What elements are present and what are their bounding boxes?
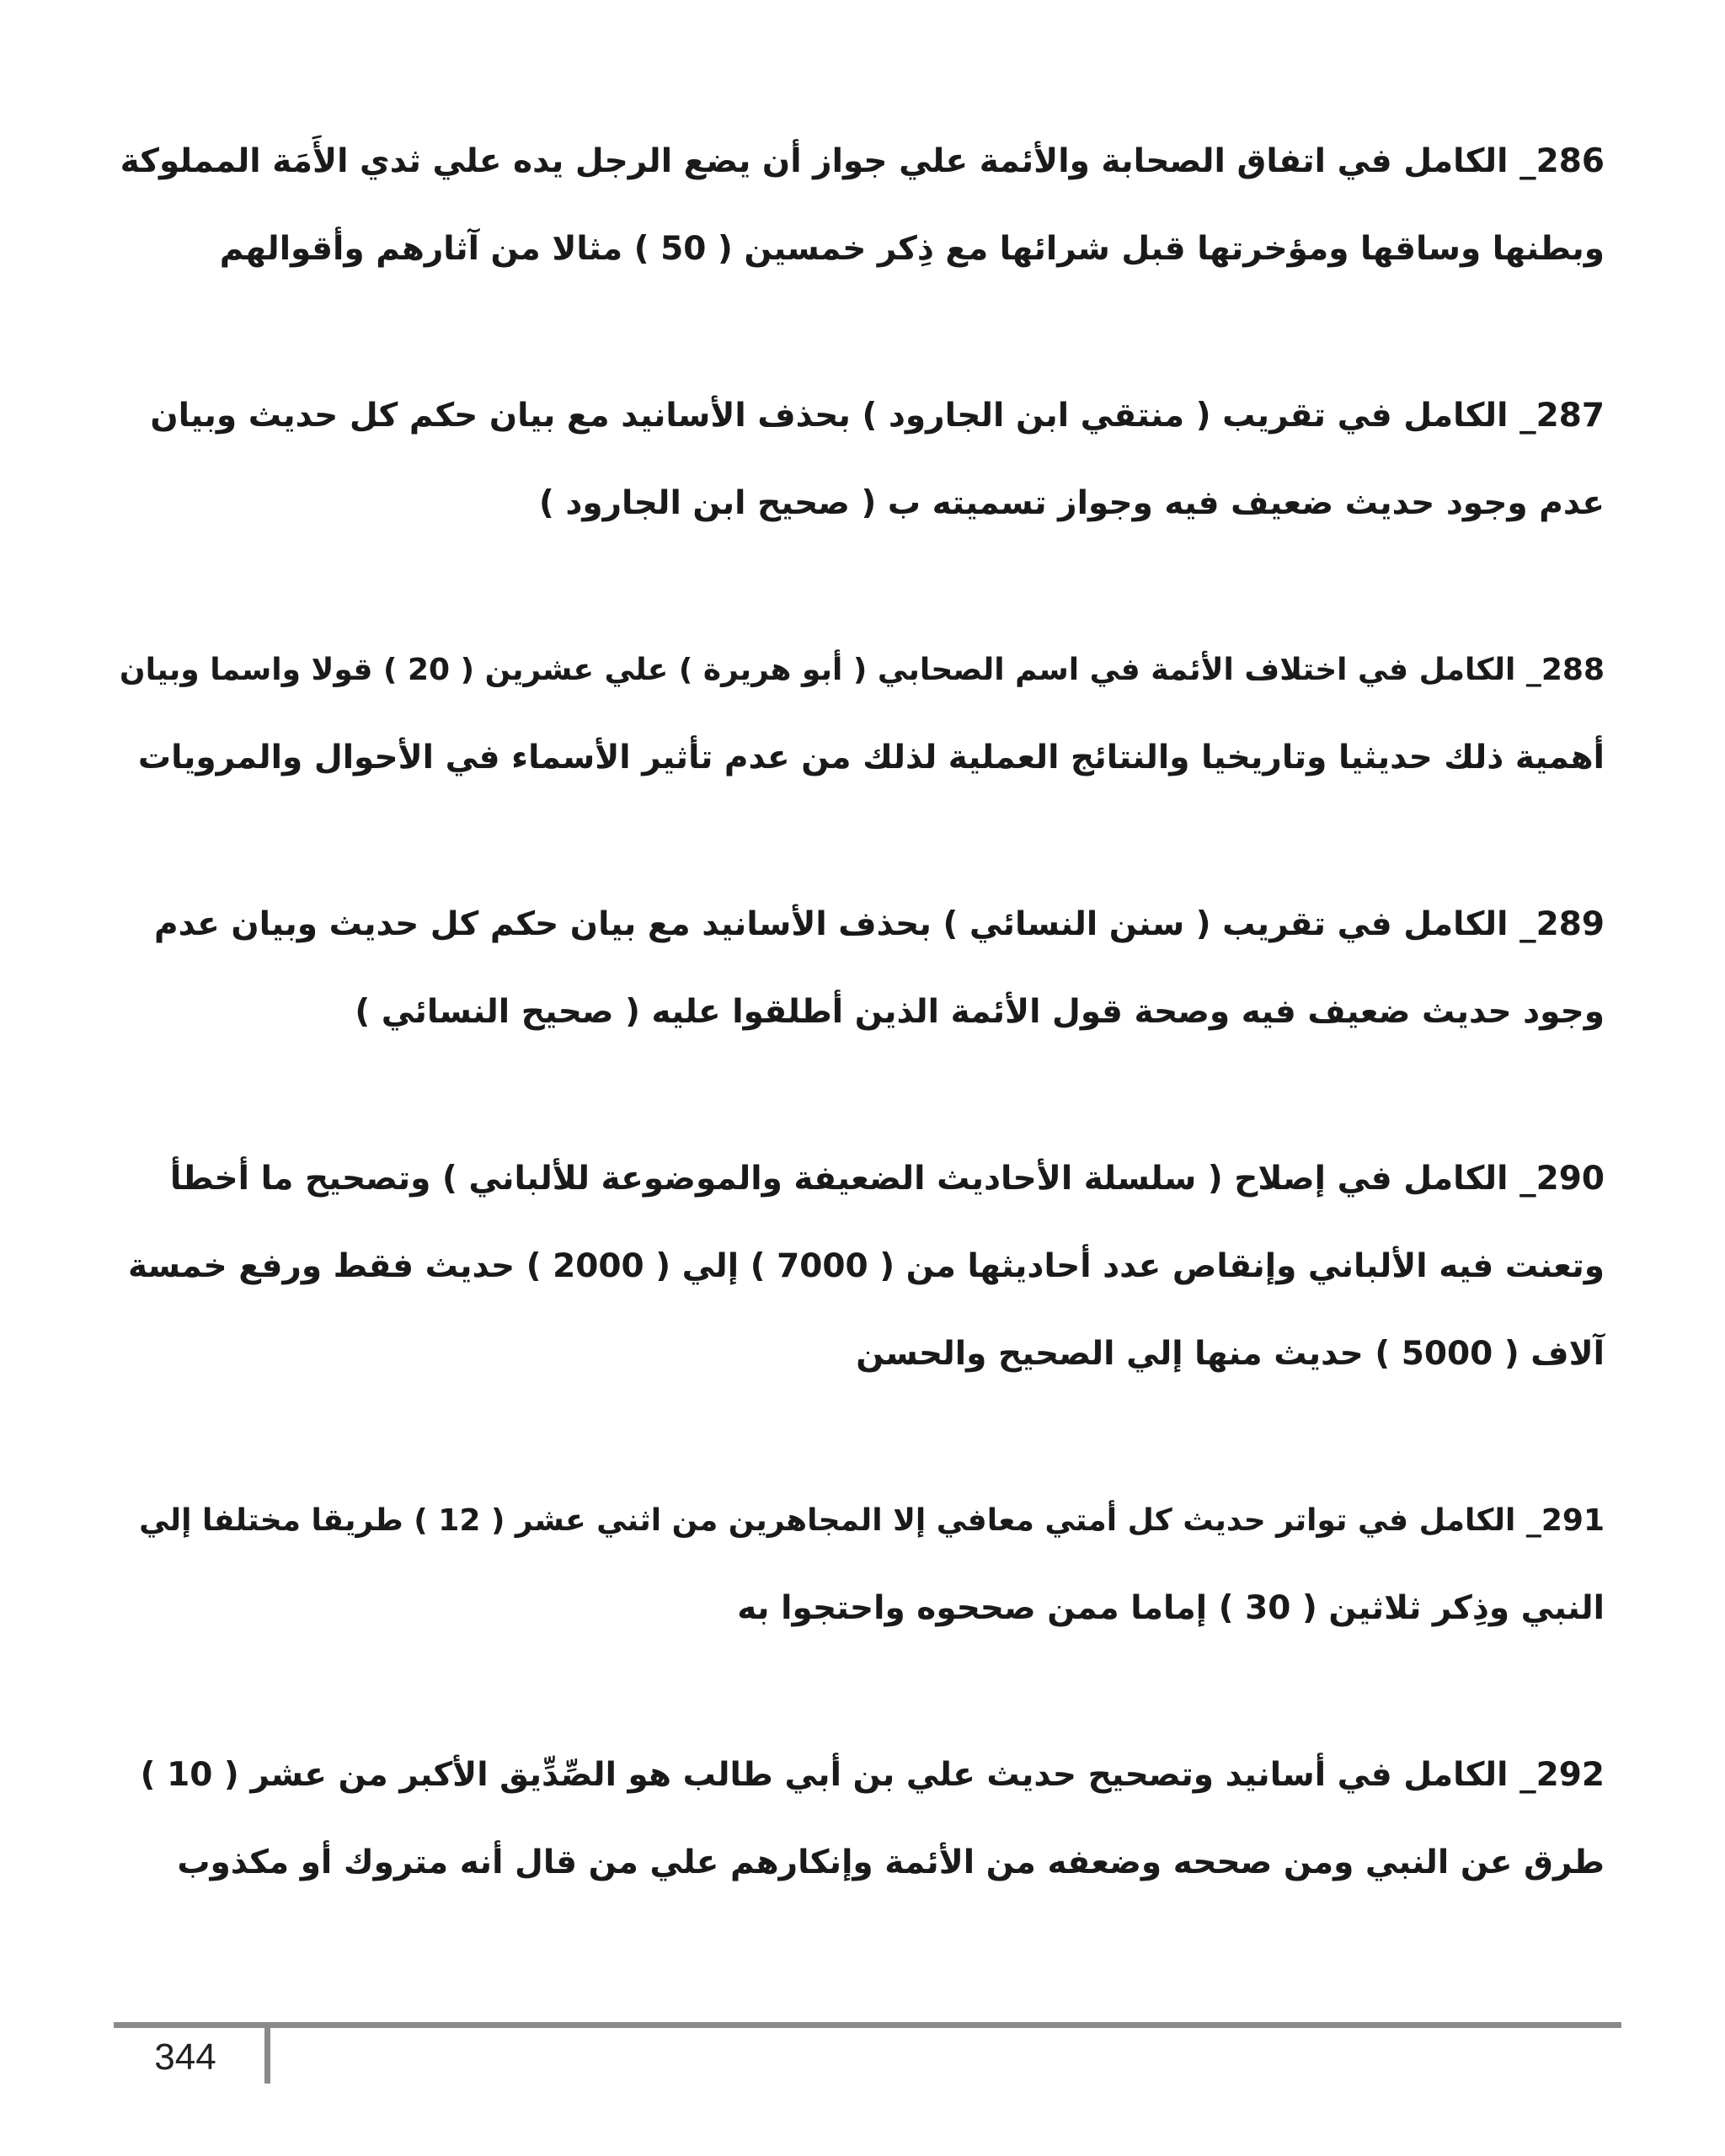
entry-289 [114,881,1605,1056]
entry-line: أهمية ذلك حديثيا وتاريخيا والنتائج العملية لذلك من عدم تأثير الأسماء في الأحوال والمرويات [137,739,1605,776]
entry-line: 288_ الكامل في اختلاف الأئمة في اسم الصحابي ( أبو هريرة ) علي عشرين ( 20 ) قولا واسما وبيان [119,653,1605,687]
entry-line: 289_ الكامل في تقريب ( سنن النسائي ) بحذف الأسانيد مع بيان حكم كل حديث وبيان عدم [153,905,1605,943]
entry-line: النبي وذِكر ثلاثين ( 30 ) إماما ممن صححوه واحتجوا به [737,1589,1605,1627]
entry-line: آلاف ( 5000 ) حديث منها إلي الصحيح والحسن [856,1335,1605,1373]
entry-line: وجود حديث ضعيف فيه وصحة قول الأئمة الذين أطلقوا عليه ( صحيح النسائي ) [355,993,1605,1031]
entry-line: 291_ الكامل في تواتر حديث كل أمتي معافي إلا المجاهرين من اثني عشر ( 12 ) طريقا مختلفا إلي [139,1503,1605,1538]
footer-rule [114,2022,1621,2028]
entry-290 [114,1135,1605,1398]
entry-line: 287_ الكامل في تقريب ( منتقي ابن الجارود ) بحذف الأسانيد مع بيان حكم كل حديث وبيان [150,397,1605,435]
entry-line: 290_ الكامل في إصلاح ( سلسلة الأحاديث الضعيفة والموضوعة للألباني ) وتصحيح ما أخطأ [169,1160,1605,1198]
entry-line: عدم وجود حديث ضعيف فيه وجواز تسميته ب ( صحيح ابن الجارود ) [538,484,1605,522]
entry-line: 286_ الكامل في اتفاق الصحابة والأئمة علي جواز أن يضع الرجل يده علي ثدي الأَمَة المملوكة [120,142,1605,180]
entry-288 [114,627,1605,802]
entry-line: وبطنها وساقها ومؤخرتها قبل شرائها مع ذِكر خمسين ( 50 ) مثالا من آثارهم وأقوالهم [219,230,1605,268]
entry-line: وتعنت فيه الألباني وإنقاص عدد أحاديثها من ( 7000 ) إلي ( 2000 ) حديث فقط ورفع خمسة [128,1247,1605,1285]
entry-286 [114,118,1605,293]
entry-line: طرق عن النبي ومن صححه وضعفه من الأئمة وإنكارهم علي من قال أنه متروك أو مكذوب [177,1844,1605,1881]
entry-292 [114,1732,1605,1907]
document-body [114,118,1605,1986]
footer-divider [264,2026,270,2084]
page-number: 344 [154,2036,216,2078]
entry-291 [114,1477,1605,1652]
entry-line: 292_ الكامل في أسانيد وتصحيح حديث علي بن أبي طالب هو الصِّدِّيق الأكبر من عشر ( 10 ) [140,1756,1605,1794]
entry-287 [114,372,1605,547]
